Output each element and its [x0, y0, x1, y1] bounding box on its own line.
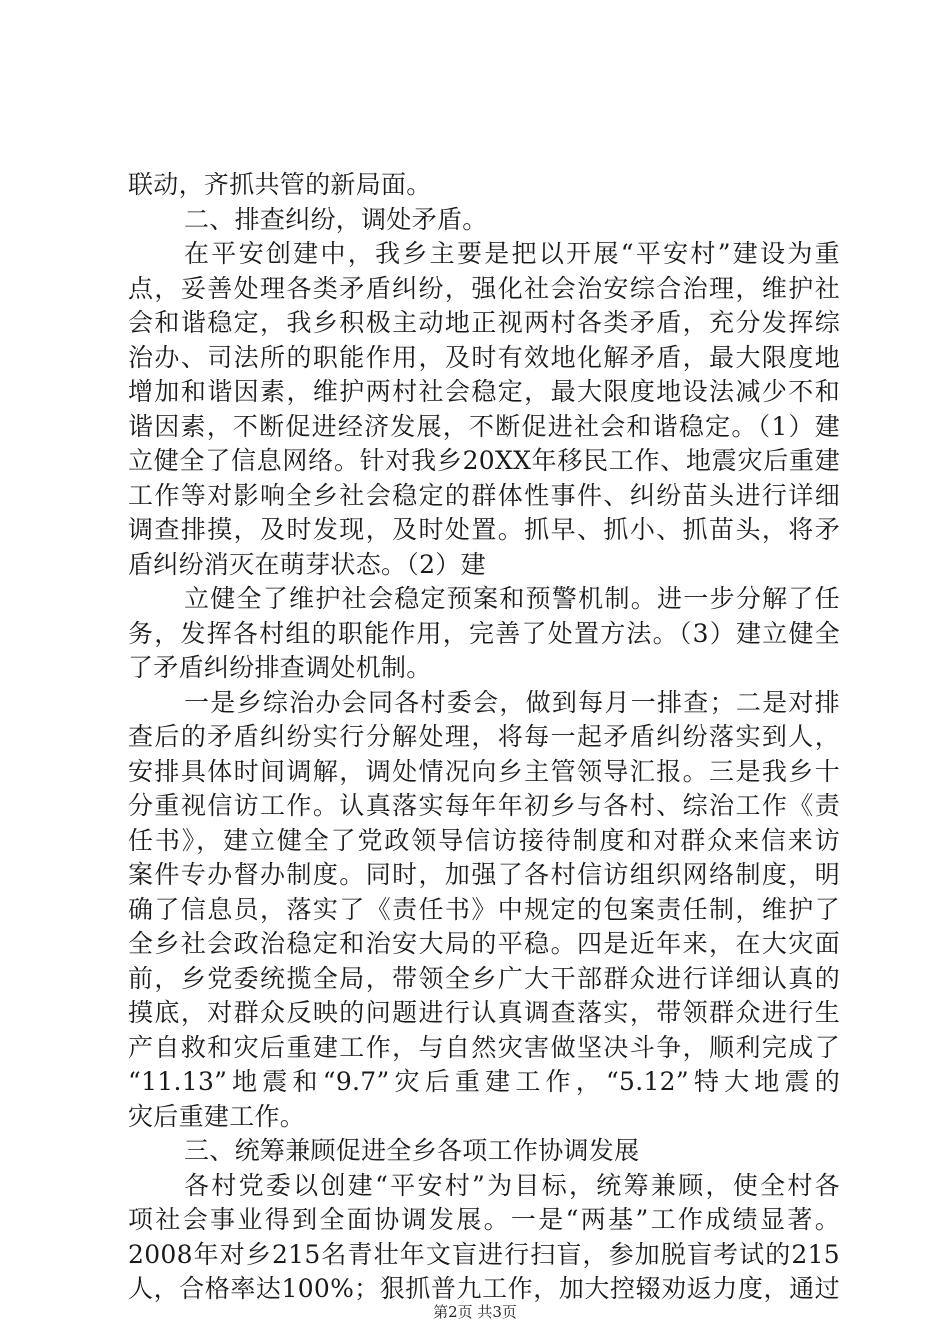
- text-line: 二、排查纠纷，调处矛盾。: [184, 204, 488, 234]
- text-line: 调查排摸，及时发现，及时处置。抓早、抓小、抓苗头，将矛: [128, 515, 840, 544]
- text-line: “11.13”地震和“9.7”灾后重建工作，“5.12”特大地震的: [128, 1067, 840, 1096]
- text-line: 前，乡党委统揽全局，带领全乡广大干部群众进行详细认真的: [128, 963, 840, 993]
- text-line: 立健全了信息网络。针对我乡20XX年移民工作、地震灾后重建: [128, 446, 840, 475]
- text-line: 分重视信访工作。认真落实每年年初乡与各村、综治工作《责: [128, 791, 840, 820]
- text-line: 产自救和灾后重建工作，与自然灾害做坚决斗争，顺利完成了: [128, 1032, 840, 1062]
- text-line: 立健全了维护社会稳定预案和预警机制。进一步分解了任: [184, 584, 840, 613]
- text-line: 查后的矛盾纠纷实行分解处理，将每一起矛盾纠纷落实到人，: [128, 722, 840, 751]
- text-line: 务，发挥各村组的职能作用，完善了处置方法。（3）建立健全: [128, 618, 840, 648]
- document-body: [128, 168, 840, 1307]
- text-line: 项社会事业得到全面协调发展。一是“两基”工作成绩显著。: [128, 1205, 840, 1234]
- text-line: 治办、司法所的职能作用，及时有效地化解矛盾，最大限度地: [128, 342, 840, 372]
- text-line: 全乡社会政治稳定和治安大局的平稳。四是近年来，在大灾面: [128, 929, 840, 958]
- text-line: 各村党委以创建“平安村”为目标，统筹兼顾，使全村各: [184, 1170, 840, 1200]
- text-line: 增加和谐因素，维护两村社会稳定，最大限度地设法减少不和: [128, 377, 840, 406]
- text-line: 联动，齐抓共管的新局面。: [128, 170, 432, 199]
- text-line: 工作等对影响全乡社会稳定的群体性事件、纠纷苗头进行详细: [128, 480, 840, 510]
- text-line: 人，合格率达100%；狠抓普九工作，加大控辍劝返力度，通过: [128, 1274, 840, 1303]
- page-footer: 第2页 共3页: [433, 1303, 517, 1321]
- text-line: 在平安创建中，我乡主要是把以开展“平安村”建设为重: [184, 239, 840, 268]
- text-line: 了矛盾纠纷排查调处机制。: [128, 653, 432, 682]
- text-line: 确了信息员，落实了《责任书》中规定的包案责任制，维护了: [128, 894, 840, 924]
- text-line: 一是乡综治办会同各村委会，做到每月一排查；二是对排: [184, 687, 840, 717]
- text-line: 案件专办督办制度。同时，加强了各村信访组织网络制度，明: [128, 860, 840, 889]
- text-line: 谐因素，不断促进经济发展，不断促进社会和谐稳定。（1）建: [128, 411, 840, 441]
- text-line: 灾后重建工作。: [128, 1101, 306, 1131]
- text-line: 会和谐稳定，我乡积极主动地正视两村各类矛盾，充分发挥综: [128, 308, 840, 337]
- text-line: 任书》，建立健全了党政领导信访接待制度和对群众来信来访: [128, 825, 840, 855]
- text-line: 盾纠纷消灭在萌芽状态。（2）建: [128, 549, 486, 579]
- text-line: 安排具体时间调解，调处情况向乡主管领导汇报。三是我乡十: [128, 756, 840, 786]
- text-line: 摸底，对群众反映的问题进行认真调查落实，带领群众进行生: [128, 998, 840, 1027]
- text-line: 2008年对乡215名青壮年文盲进行扫盲，参加脱盲考试的215: [128, 1239, 840, 1269]
- text-line: 点，妥善处理各类矛盾纠纷，强化社会治安综合治理，维护社: [128, 273, 840, 303]
- text-line: 三、统筹兼顾促进全乡各项工作协调发展: [184, 1136, 640, 1165]
